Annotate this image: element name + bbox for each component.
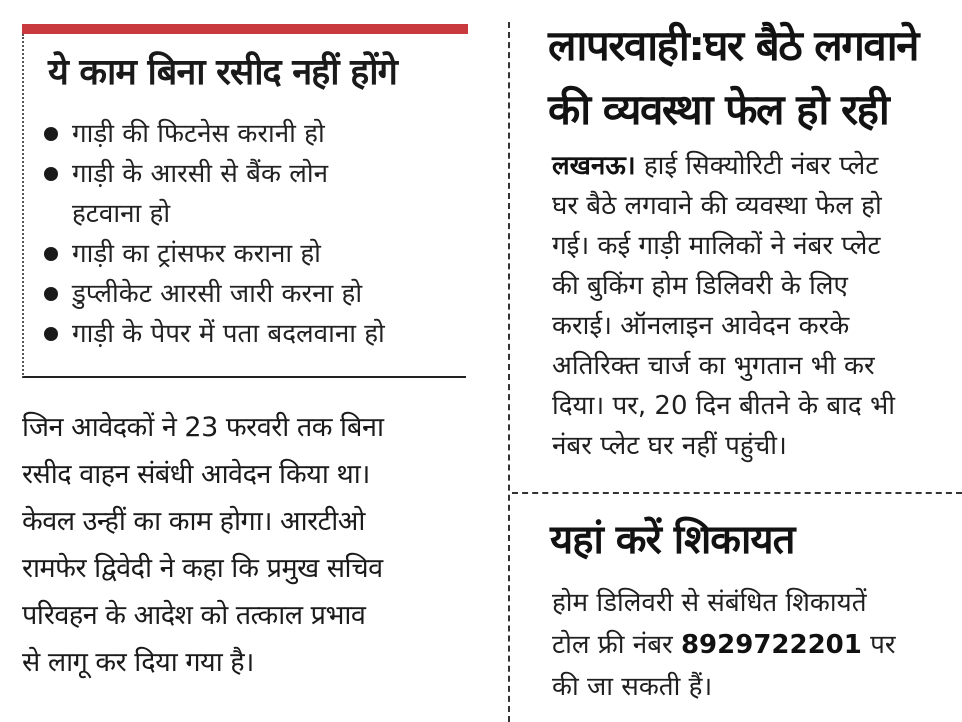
list-item-text: गाड़ी के आरसी से बैंक लोन हटवाना हो <box>72 159 329 229</box>
list-item <box>42 114 462 154</box>
complaint-text-after: पर की जा सकती हैं। <box>552 630 896 702</box>
bullet-icon <box>44 287 58 301</box>
list-item-text: गाड़ी के पेपर में पता बदलवाना हो <box>72 319 385 349</box>
story-body <box>552 146 960 466</box>
list-item <box>42 314 462 354</box>
info-box-title: ये काम बिना रसीद नहीं होंगे <box>48 52 397 93</box>
info-box <box>22 34 466 378</box>
story-headline: लापरवाही:घर बैठे लगवाने की व्यवस्था फेल हो रही <box>548 21 918 134</box>
bullet-icon <box>44 127 58 141</box>
story-dateline: लखनऊ। <box>552 151 636 181</box>
list-item-text: डुप्लीकेट आरसी जारी करना हो <box>72 279 363 309</box>
complaint-text-before: होम डिलिवरी से संबंधित शिकायतें टोल फ्री नंबर <box>552 588 867 660</box>
section-divider <box>512 492 962 494</box>
column-divider <box>508 22 510 722</box>
list-item <box>42 274 462 314</box>
list-item <box>42 234 462 274</box>
info-box-list <box>42 114 462 354</box>
list-item-text: गाड़ी का ट्रांसफर कराना हो <box>72 239 321 269</box>
complaint-headline: यहां करें शिकायत <box>550 517 795 563</box>
bullet-icon <box>44 327 58 341</box>
box-accent-bar <box>22 24 468 34</box>
bullet-icon <box>44 247 58 261</box>
story-text: हाई सिक्योरिटी नंबर प्लेट घर बैठे लगवाने की व्यवस्था फेल हो गई। कई गाड़ी मालिकों ने नंबर प्लेट की बुकिंग होम डिलिवरी के लिए कराई। ऑनलाइन आवेदन करके अतिरिक्त चार्ज का भुगतान भी कर दिया। पर, 20 दिन बीतने के बाद भी नंबर प्लेट घर नहीं पहुंची। <box>552 151 895 461</box>
bullet-icon <box>44 167 58 181</box>
complaint-text <box>552 582 960 708</box>
list-item <box>42 154 462 234</box>
toll-free-number: 8929722201 <box>680 630 862 660</box>
list-item-text: गाड़ी की फिटनेस करानी हो <box>72 119 325 149</box>
right-column <box>512 0 962 722</box>
rto-paragraph: जिन आवेदकों ने 23 फरवरी तक बिना रसीद वाहन संबंधी आवेदन किया था। केवल उन्हीं का काम होगा। आरटीओ रामफेर द्विवेदी ने कहा कि प्रमुख सचिव परिवहन के आदेश को तत्काल प्रभाव से लागू कर दिया गया है। <box>22 412 384 678</box>
